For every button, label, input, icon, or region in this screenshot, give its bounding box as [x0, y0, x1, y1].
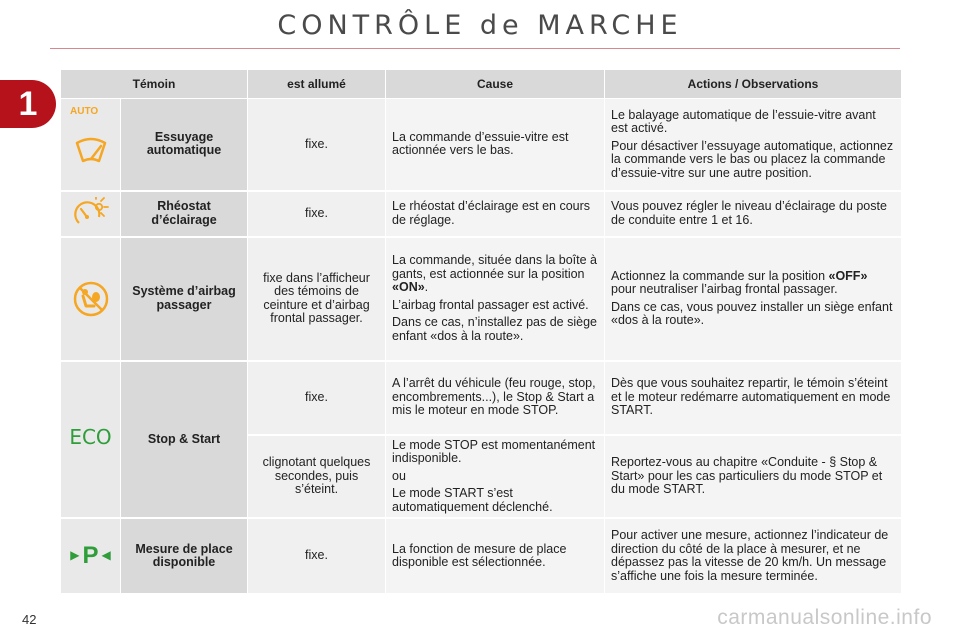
cause-paragraph: ou: [392, 468, 406, 483]
title-divider: [50, 48, 900, 49]
arrow-left-icon: ◀: [101, 548, 111, 563]
arrow-right-icon: ▶: [70, 548, 80, 563]
lit-state: fixe.: [248, 99, 386, 191]
indicator-table: [60, 69, 902, 595]
action-paragraph: Pour désactiver l’essuyage automatique, actionnez la commande vers le bas ou placez la commande d’essuie-vitre sur une autre position.: [611, 138, 894, 180]
cause-paragraph: Le mode STOP est momentanément indisponible.: [392, 437, 596, 465]
lit-state: clignotant quelques secondes, puis s’éteint.: [248, 435, 386, 519]
parking-space-icon: [67, 542, 114, 570]
indicator-name: Rhéostat d’éclairage: [121, 191, 248, 237]
column-header-cause: Cause: [386, 70, 605, 99]
table-row-wiper: [61, 99, 902, 191]
table-row-airbag: [61, 237, 902, 361]
rheostat-icon-cell: [61, 191, 121, 237]
eco-icon: ECO: [69, 425, 112, 449]
cause-paragraph: Dans ce cas, n’installez pas de siège enfant «dos à la route».: [392, 315, 597, 343]
cause-paragraph: Le mode START s’est automatiquement déclenché.: [392, 486, 553, 514]
lit-state: fixe.: [248, 191, 386, 237]
cause-text: [386, 435, 605, 519]
action-paragraph: [611, 270, 895, 297]
eco-icon-cell: [61, 361, 121, 519]
cause-text: Le rhéostat d’éclairage est en cours de réglage.: [386, 191, 605, 237]
action-paragraph: Dans ce cas, vous pouvez installer un siège enfant «dos à la route».: [611, 299, 893, 327]
parking-icon-cell: [61, 518, 121, 594]
cause-text: A l’arrêt du véhicule (feu rouge, stop, encombrements...), le Stop & Start a mis le moteur en mode STOP.: [386, 361, 605, 435]
cause-fragment: La commande, située dans la boîte à gants, est actionnée sur la position: [392, 253, 598, 281]
table-header-row: [61, 70, 902, 99]
action-text: Vous pouvez régler le niveau d’éclairage du poste de conduite entre 1 et 16.: [605, 191, 902, 237]
cause-text: La fonction de mesure de place disponible est sélectionnée.: [386, 518, 605, 594]
action-fragment: pour neutraliser l’airbag frontal passager.: [611, 282, 838, 296]
airbag-icon-cell: [61, 237, 121, 361]
indicator-name: Essuyage automatique: [121, 99, 248, 191]
table-row-rheostat: [61, 191, 902, 237]
parking-label: P: [82, 542, 99, 570]
table-row-parking: [61, 518, 902, 594]
off-position-label: «OFF»: [828, 268, 868, 283]
auto-wiper-icon: [73, 137, 109, 167]
column-header-temoin: Témoin: [61, 70, 248, 99]
cause-fragment: .: [424, 280, 429, 294]
action-fragment: Actionnez la commande sur la position: [611, 268, 829, 283]
watermark: carmanualsonline.info: [717, 606, 932, 629]
action-text: Dès que vous souhaitez repartir, le témoin s’éteint et le moteur redémarre automatiquement en mode START.: [605, 361, 902, 435]
on-position-label: «ON»: [392, 280, 425, 294]
action-paragraph: Le balayage automatique de l’essuie-vitre avant est activé.: [611, 107, 876, 135]
passenger-airbag-off-icon: [72, 280, 110, 318]
indicator-name: Mesure de place disponible: [121, 518, 248, 594]
action-text: [605, 99, 902, 191]
cause-text: [386, 237, 605, 361]
action-text: Pour activer une mesure, actionnez l’indicateur de direction du côté de la place à mesurer, et ne dépassez pas la vitesse de 20 km/h. Un message s’affiche une fois la mesure terminée.: [605, 518, 902, 594]
indicator-name: Stop & Start: [121, 361, 248, 519]
page-title: CONTRÔLE de MARCHE: [277, 10, 683, 41]
action-text: [605, 237, 902, 361]
cause-paragraph: L’airbag frontal passager est activé.: [392, 297, 589, 312]
page-number: 42: [22, 612, 37, 627]
cause-text: La commande d’essuie-vitre est actionnée vers le bas.: [386, 99, 605, 191]
chapter-tab[interactable]: 1: [0, 80, 56, 128]
column-header-est-allume: est allumé: [248, 70, 386, 99]
wiper-icon-cell: [61, 99, 121, 191]
column-header-actions: Actions / Observations: [605, 70, 902, 99]
indicator-name: Système d’airbag passager: [121, 237, 248, 361]
table-row-stop-start: [61, 361, 902, 435]
auto-label: AUTO: [70, 106, 99, 117]
lit-state: fixe dans l’afficheur des témoins de ceinture et d’airbag frontal passager.: [248, 237, 386, 361]
lit-state: fixe.: [248, 518, 386, 594]
lighting-rheostat-icon: [71, 197, 111, 231]
cause-paragraph: [392, 254, 598, 295]
lit-state: fixe.: [248, 361, 386, 435]
action-text: Reportez-vous au chapitre «Conduite - § Stop & Start» pour les cas particuliers du mode STOP et du mode START.: [605, 435, 902, 519]
